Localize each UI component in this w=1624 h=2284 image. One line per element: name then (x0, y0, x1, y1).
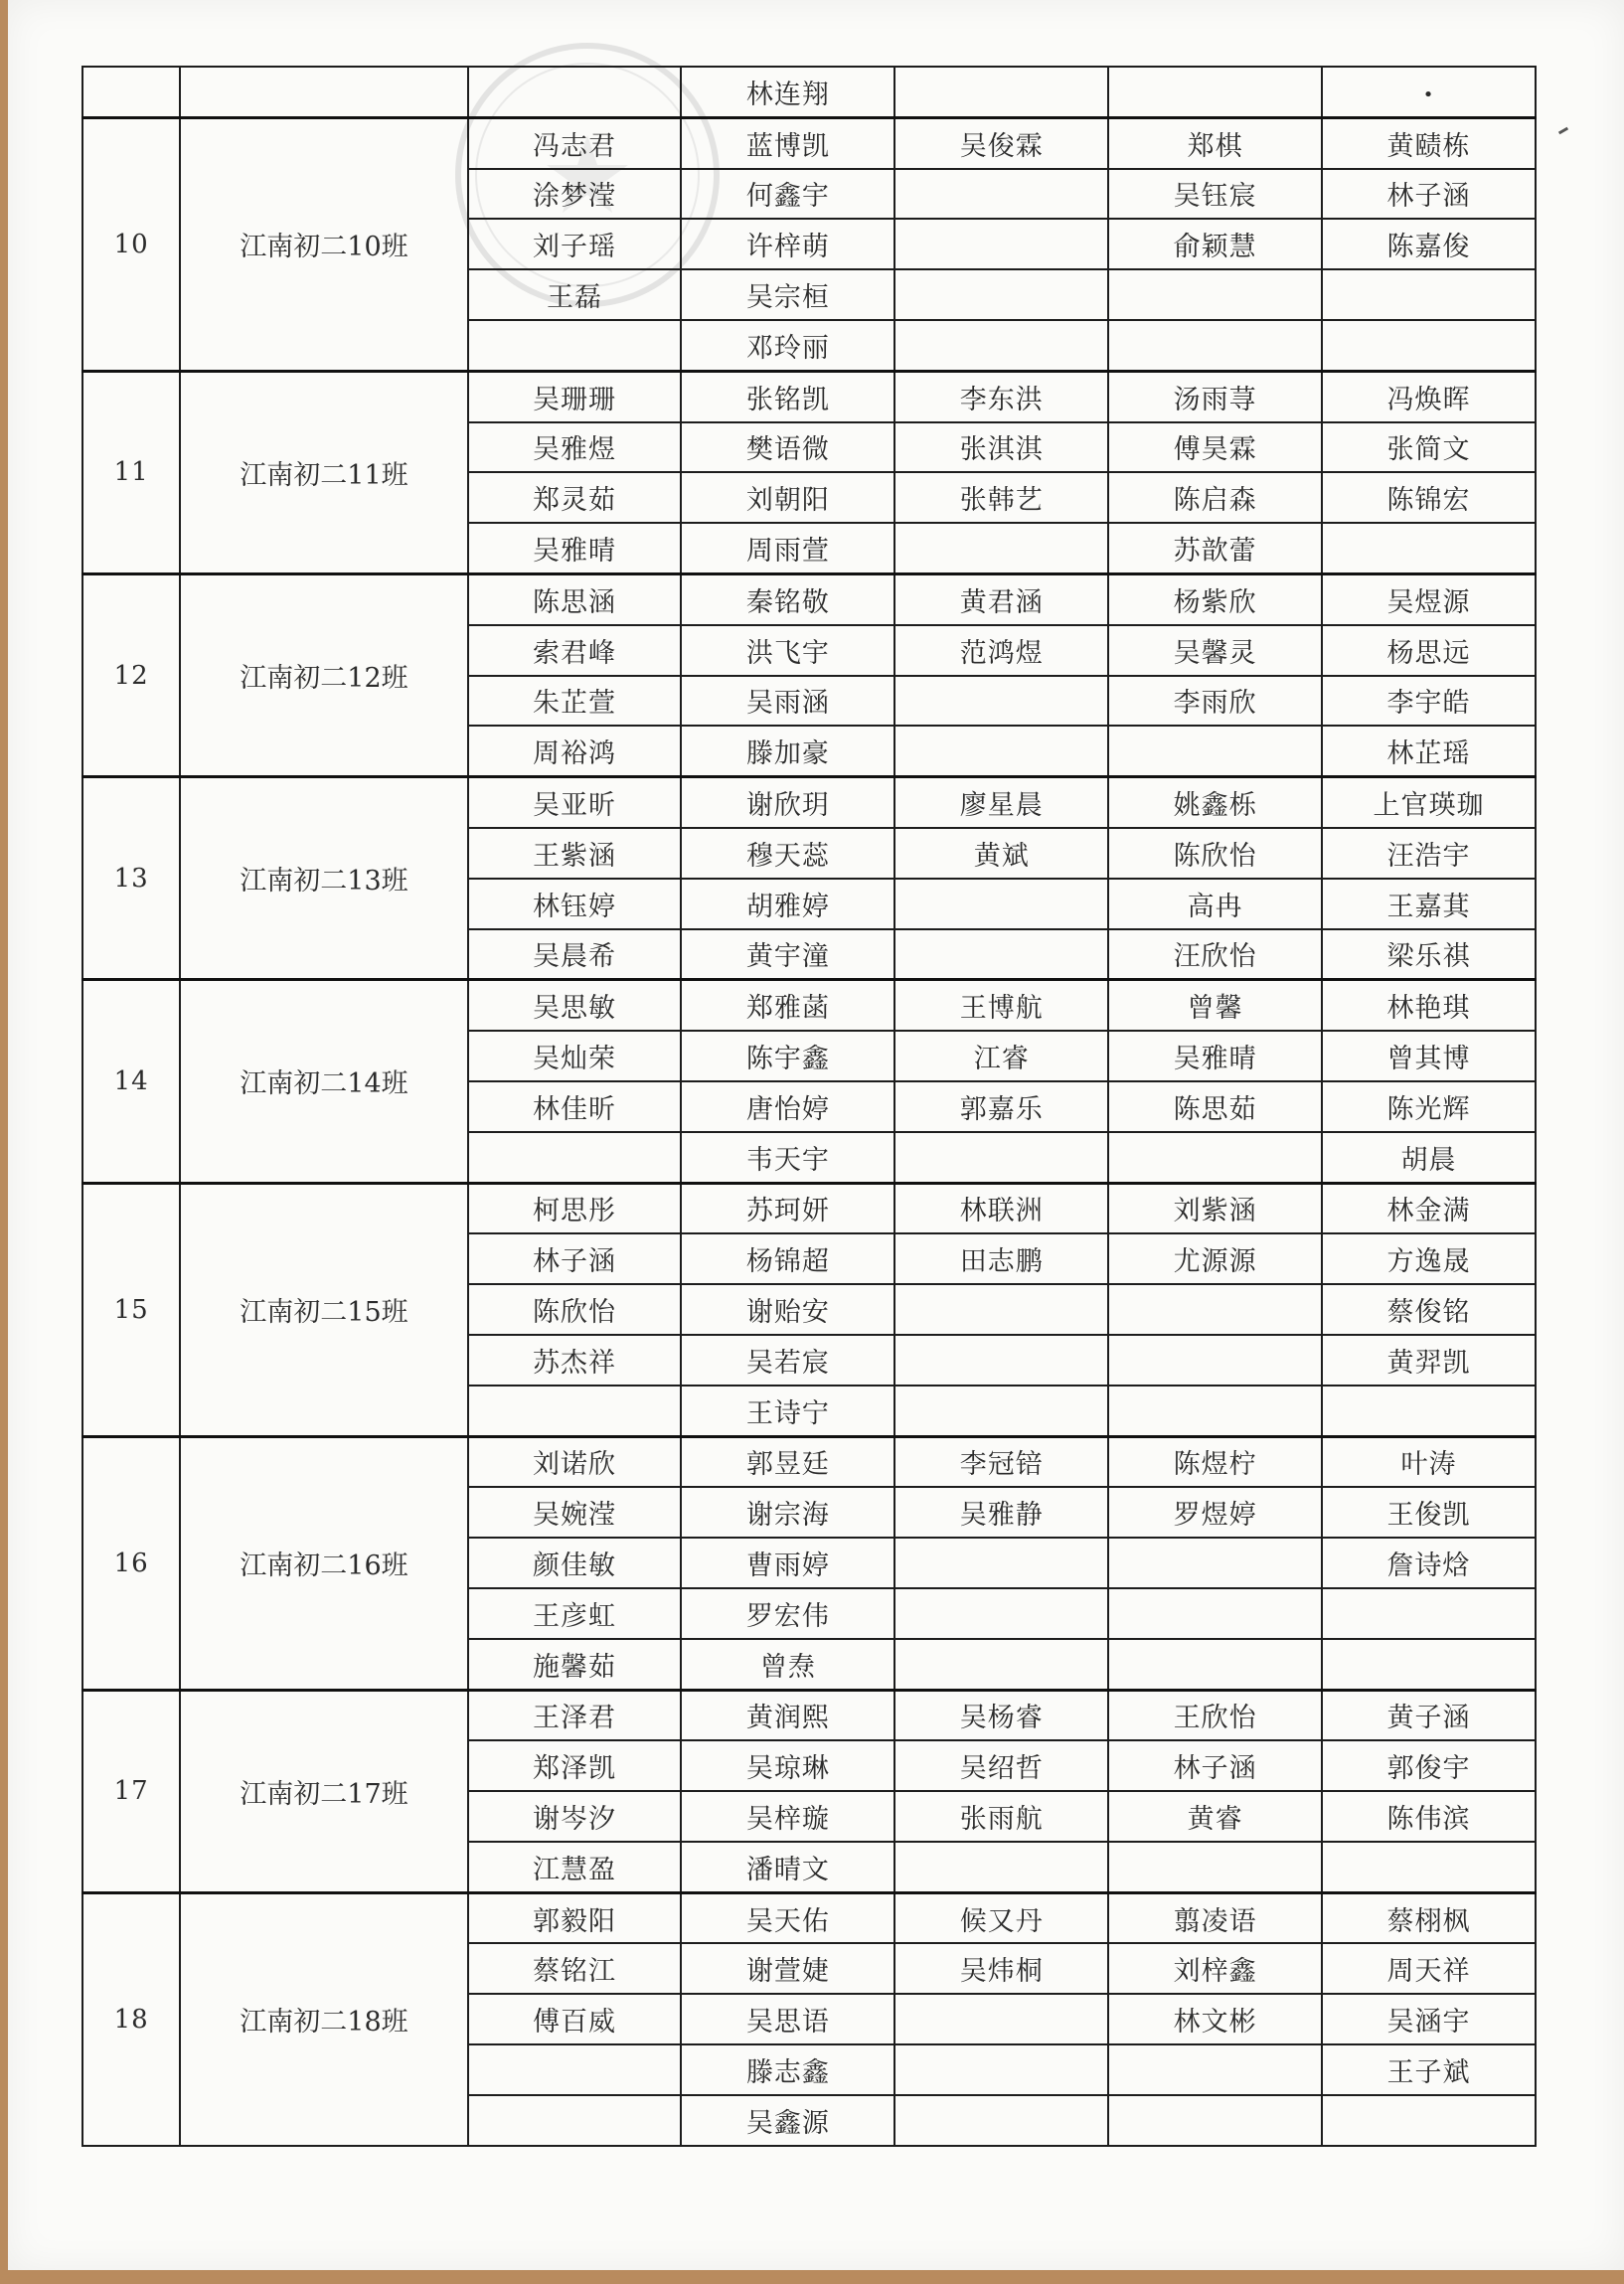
name-cell: 曾其博 (1322, 1031, 1536, 1081)
name-cell: 周天祥 (1322, 1943, 1536, 1994)
name-cell: 吴亚昕 (468, 777, 682, 828)
group-number-cell: 15 (82, 1183, 180, 1436)
name-cell: 林子涵 (1322, 169, 1536, 220)
name-cell (1322, 2095, 1536, 2146)
name-cell: 吴馨灵 (1108, 625, 1322, 676)
name-cell (894, 169, 1108, 220)
name-cell: 吴若宸 (681, 1335, 894, 1386)
group-number-cell: 11 (82, 371, 180, 573)
name-cell: 郑灵茹 (468, 472, 682, 523)
name-cell: 柯思彤 (468, 1183, 682, 1233)
name-cell: 陈启森 (1108, 472, 1322, 523)
name-cell: 刘梓鑫 (1108, 1943, 1322, 1994)
continued-row (82, 67, 1536, 117)
name-cell: 冯焕晖 (1322, 371, 1536, 421)
name-cell: 林子涵 (1108, 1740, 1322, 1791)
name-cell: 吴雅煜 (468, 422, 682, 473)
name-cell: 吴涵宇 (1322, 1994, 1536, 2044)
class-name-cell: 江南初二17班 (180, 1690, 467, 1892)
name-cell: 陈思茹 (1108, 1081, 1322, 1132)
name-cell: 黄羿凯 (1322, 1335, 1536, 1386)
name-cell: 范鸿煜 (894, 625, 1108, 676)
name-cell: 谢贻安 (681, 1284, 894, 1335)
name-cell: 张韩艺 (894, 472, 1108, 523)
name-cell: 秦铭敬 (681, 573, 894, 624)
name-cell: 朱芷萱 (468, 676, 682, 727)
name-cell: 高冉 (1108, 879, 1322, 929)
name-cell: 杨锦超 (681, 1233, 894, 1284)
name-cell: 黄睿 (1108, 1791, 1322, 1842)
name-cell: 蔡铭江 (468, 1943, 682, 1994)
name-cell: 上官瑛珈 (1322, 777, 1536, 828)
roster-table (81, 66, 1537, 2147)
name-cell: 吴琼琳 (681, 1740, 894, 1791)
name-cell: 王嘉萁 (1322, 879, 1536, 929)
name-cell: 尤源源 (1108, 1233, 1322, 1284)
name-cell: 刘诺欣 (468, 1436, 682, 1487)
roster-body (82, 67, 1536, 2146)
name-cell: 陈煜柠 (1108, 1436, 1322, 1487)
name-cell: 韦天宇 (681, 1132, 894, 1183)
name-cell: 吴珊珊 (468, 371, 682, 421)
name-cell: 吴绍哲 (894, 1740, 1108, 1791)
table-row (82, 117, 1536, 168)
name-cell: 吴鑫源 (681, 2095, 894, 2146)
name-cell: 王磊 (468, 269, 682, 320)
name-cell: 张简文 (1322, 422, 1536, 473)
name-cell: 谢宗海 (681, 1487, 894, 1538)
class-name-cell: 江南初二12班 (180, 573, 467, 776)
name-cell: 郭嘉乐 (894, 1081, 1108, 1132)
name-cell: 黄赜栋 (1322, 117, 1536, 168)
name-cell: 苏珂妍 (681, 1183, 894, 1233)
name-cell (894, 1639, 1108, 1690)
name-cell: 唐怡婷 (681, 1081, 894, 1132)
class-name-cell: 江南初二16班 (180, 1436, 467, 1690)
name-cell (894, 1588, 1108, 1639)
name-cell (894, 1132, 1108, 1183)
name-cell: 刘朝阳 (681, 472, 894, 523)
name-cell: 曾焘 (681, 1639, 894, 1690)
name-cell: 施馨茹 (468, 1639, 682, 1690)
name-cell: 吴雨涵 (681, 676, 894, 727)
name-cell: 林金满 (1322, 1183, 1536, 1233)
name-cell: 姚鑫栎 (1108, 777, 1322, 828)
continued-class-cell (180, 67, 467, 117)
name-cell: 邓玲丽 (681, 320, 894, 371)
class-name-cell: 江南初二15班 (180, 1183, 467, 1436)
name-cell (894, 1335, 1108, 1386)
name-cell (894, 1386, 1108, 1436)
name-cell: 林文彬 (1108, 1994, 1322, 2044)
name-cell: 王子斌 (1322, 2044, 1536, 2095)
class-name-cell: 江南初二11班 (180, 371, 467, 573)
name-cell (894, 2095, 1108, 2146)
name-cell: 李冠锫 (894, 1436, 1108, 1487)
name-cell: 林连翔 (681, 67, 894, 117)
name-cell (894, 2044, 1108, 2095)
name-cell (468, 1386, 682, 1436)
name-cell: 何鑫宇 (681, 169, 894, 220)
name-cell: 梁乐祺 (1322, 929, 1536, 980)
name-cell (894, 219, 1108, 269)
name-cell: 林联洲 (894, 1183, 1108, 1233)
name-cell: 汤雨荨 (1108, 371, 1322, 421)
name-cell: 张淇淇 (894, 422, 1108, 473)
name-cell (894, 1284, 1108, 1335)
name-cell: 谢萱婕 (681, 1943, 894, 1994)
name-cell: 苏歆蕾 (1108, 523, 1322, 573)
name-cell: 胡晨 (1322, 1132, 1536, 1183)
name-cell: 王泽君 (468, 1690, 682, 1740)
name-cell: 刘紫涵 (1108, 1183, 1322, 1233)
group-number-cell: 12 (82, 573, 180, 776)
name-cell (894, 320, 1108, 371)
table-row (82, 1436, 1536, 1487)
name-cell: 曹雨婷 (681, 1538, 894, 1588)
name-cell: 蔡俊铭 (1322, 1284, 1536, 1335)
table-row (82, 777, 1536, 828)
group-number-cell: 13 (82, 777, 180, 980)
name-cell: 滕志鑫 (681, 2044, 894, 2095)
table-row (82, 1690, 1536, 1740)
name-cell: 吴梓璇 (681, 1791, 894, 1842)
name-cell: 谢欣玥 (681, 777, 894, 828)
name-cell: 陈嘉俊 (1322, 219, 1536, 269)
class-name-cell: 江南初二13班 (180, 777, 467, 980)
name-cell: 黄润熙 (681, 1690, 894, 1740)
name-cell: 索君峰 (468, 625, 682, 676)
name-cell: 周雨萱 (681, 523, 894, 573)
name-cell: 李宇皓 (1322, 676, 1536, 727)
name-cell: 郑雅菡 (681, 980, 894, 1031)
name-cell: 陈思涵 (468, 573, 682, 624)
name-cell (1108, 1132, 1322, 1183)
name-cell: 林艳琪 (1322, 980, 1536, 1031)
name-cell: 蔡栩枫 (1322, 1892, 1536, 1943)
name-cell: 陈欣怡 (468, 1284, 682, 1335)
name-cell: 黄宇潼 (681, 929, 894, 980)
name-cell: 吴灿荣 (468, 1031, 682, 1081)
name-cell: 郭俊宇 (1322, 1740, 1536, 1791)
name-cell: 潘晴文 (681, 1842, 894, 1892)
name-cell: 冯志君 (468, 117, 682, 168)
name-cell: 李雨欣 (1108, 676, 1322, 727)
name-cell (468, 1132, 682, 1183)
name-cell (894, 676, 1108, 727)
name-cell: 曾馨 (1108, 980, 1322, 1031)
name-cell: 穆天蕊 (681, 828, 894, 879)
name-cell: 苏杰祥 (468, 1335, 682, 1386)
name-cell: 吴俊霖 (894, 117, 1108, 168)
name-cell: 候又丹 (894, 1892, 1108, 1943)
name-cell: 涂梦滢 (468, 169, 682, 220)
name-cell: 方逸晟 (1322, 1233, 1536, 1284)
name-cell (1108, 726, 1322, 776)
name-cell: 吴雅晴 (468, 523, 682, 573)
name-cell: 杨紫欣 (1108, 573, 1322, 624)
name-cell (1108, 1284, 1322, 1335)
name-cell: 王欣怡 (1108, 1690, 1322, 1740)
name-cell: 王彦虹 (468, 1588, 682, 1639)
name-cell: 罗煜婷 (1108, 1487, 1322, 1538)
name-cell: 郑棋 (1108, 117, 1322, 168)
table-row (82, 371, 1536, 421)
name-cell: 王诗宁 (681, 1386, 894, 1436)
name-cell: 林子涵 (468, 1233, 682, 1284)
name-cell (1108, 320, 1322, 371)
name-cell: 蓝博凯 (681, 117, 894, 168)
name-cell (894, 67, 1108, 117)
name-cell: 汪浩宇 (1322, 828, 1536, 879)
name-cell (1108, 269, 1322, 320)
table-row (82, 1183, 1536, 1233)
table-row (82, 573, 1536, 624)
name-cell (1108, 1588, 1322, 1639)
name-cell: 王紫涵 (468, 828, 682, 879)
name-cell: 吴晨希 (468, 929, 682, 980)
name-cell: 张雨航 (894, 1791, 1108, 1842)
name-cell: 王博航 (894, 980, 1108, 1031)
name-cell (1108, 2044, 1322, 2095)
class-name-cell: 江南初二14班 (180, 980, 467, 1183)
name-cell: 俞颖慧 (1108, 219, 1322, 269)
name-cell (894, 269, 1108, 320)
name-cell (1322, 67, 1536, 117)
name-cell: 陈锦宏 (1322, 472, 1536, 523)
group-number-cell: 14 (82, 980, 180, 1183)
name-cell: 张铭凯 (681, 371, 894, 421)
name-cell (1108, 67, 1322, 117)
name-cell (1108, 1335, 1322, 1386)
name-cell: 滕加豪 (681, 726, 894, 776)
name-cell: 江睿 (894, 1031, 1108, 1081)
table-row (82, 980, 1536, 1031)
name-cell: 林佳昕 (468, 1081, 682, 1132)
name-cell (894, 523, 1108, 573)
name-cell (468, 320, 682, 371)
name-cell (1322, 523, 1536, 573)
name-cell (1108, 1842, 1322, 1892)
name-cell: 吴钰宸 (1108, 169, 1322, 220)
ink-dot: • (1422, 83, 1435, 105)
name-cell: 傅昊霖 (1108, 422, 1322, 473)
group-number-cell: 17 (82, 1690, 180, 1892)
class-name-cell: 江南初二18班 (180, 1892, 467, 2145)
name-cell: 李东洪 (894, 371, 1108, 421)
name-cell (468, 2044, 682, 2095)
name-cell: 黄君涵 (894, 573, 1108, 624)
name-cell: 翦凌语 (1108, 1892, 1322, 1943)
name-cell: 罗宏伟 (681, 1588, 894, 1639)
name-cell: 杨思远 (1322, 625, 1536, 676)
name-cell: 林芷瑶 (1322, 726, 1536, 776)
name-cell: 吴婉滢 (468, 1487, 682, 1538)
name-cell: 黄斌 (894, 828, 1108, 879)
continued-no-cell (82, 67, 180, 117)
group-number-cell: 16 (82, 1436, 180, 1690)
name-cell: 陈光辉 (1322, 1081, 1536, 1132)
name-cell: 谢岑汐 (468, 1791, 682, 1842)
name-cell (1108, 1538, 1322, 1588)
name-cell: 王俊凯 (1322, 1487, 1536, 1538)
name-cell: 叶涛 (1322, 1436, 1536, 1487)
name-cell: 吴思敏 (468, 980, 682, 1031)
name-cell: 汪欣怡 (1108, 929, 1322, 980)
document-page (8, 0, 1624, 2270)
name-cell: 颜佳敏 (468, 1538, 682, 1588)
name-cell: 黄子涵 (1322, 1690, 1536, 1740)
name-cell (894, 1842, 1108, 1892)
name-cell: 陈宇鑫 (681, 1031, 894, 1081)
name-cell: 胡雅婷 (681, 879, 894, 929)
name-cell (1108, 1386, 1322, 1436)
name-cell: 陈伟滨 (1322, 1791, 1536, 1842)
name-cell: 吴思语 (681, 1994, 894, 2044)
table-row (82, 1892, 1536, 1943)
edge-speck (1558, 127, 1568, 135)
name-cell: 吴天佑 (681, 1892, 894, 1943)
name-cell (1322, 1842, 1536, 1892)
name-cell: 吴炜桐 (894, 1943, 1108, 1994)
name-cell (468, 2095, 682, 2146)
name-cell: 江慧盈 (468, 1842, 682, 1892)
name-cell: 吴雅静 (894, 1487, 1108, 1538)
name-cell: 刘子瑶 (468, 219, 682, 269)
name-cell: 郭毅阳 (468, 1892, 682, 1943)
name-cell: 田志鹏 (894, 1233, 1108, 1284)
name-cell: 樊语微 (681, 422, 894, 473)
name-cell (468, 67, 682, 117)
name-cell: 郑泽凯 (468, 1740, 682, 1791)
name-cell: 吴宗桓 (681, 269, 894, 320)
name-cell: 郭昱廷 (681, 1436, 894, 1487)
name-cell: 许梓萌 (681, 219, 894, 269)
name-cell (894, 879, 1108, 929)
name-cell (894, 726, 1108, 776)
group-number-cell: 10 (82, 117, 180, 371)
name-cell: 傅百威 (468, 1994, 682, 2044)
name-cell: 吴杨睿 (894, 1690, 1108, 1740)
name-cell (1108, 2095, 1322, 2146)
name-cell: 陈欣怡 (1108, 828, 1322, 879)
name-cell: 廖星晨 (894, 777, 1108, 828)
name-cell (1322, 269, 1536, 320)
name-cell: 詹诗焓 (1322, 1538, 1536, 1588)
name-cell (894, 1538, 1108, 1588)
name-cell (1322, 1588, 1536, 1639)
name-cell (1322, 320, 1536, 371)
name-cell: 吴煜源 (1322, 573, 1536, 624)
name-cell: 洪飞宇 (681, 625, 894, 676)
class-name-cell: 江南初二10班 (180, 117, 467, 371)
name-cell (1322, 1639, 1536, 1690)
name-cell: 周裕鸿 (468, 726, 682, 776)
name-cell: 林钰婷 (468, 879, 682, 929)
name-cell: 吴雅晴 (1108, 1031, 1322, 1081)
group-number-cell: 18 (82, 1892, 180, 2145)
name-cell (894, 1994, 1108, 2044)
name-cell (1108, 1639, 1322, 1690)
name-cell (1322, 1386, 1536, 1436)
name-cell (894, 929, 1108, 980)
